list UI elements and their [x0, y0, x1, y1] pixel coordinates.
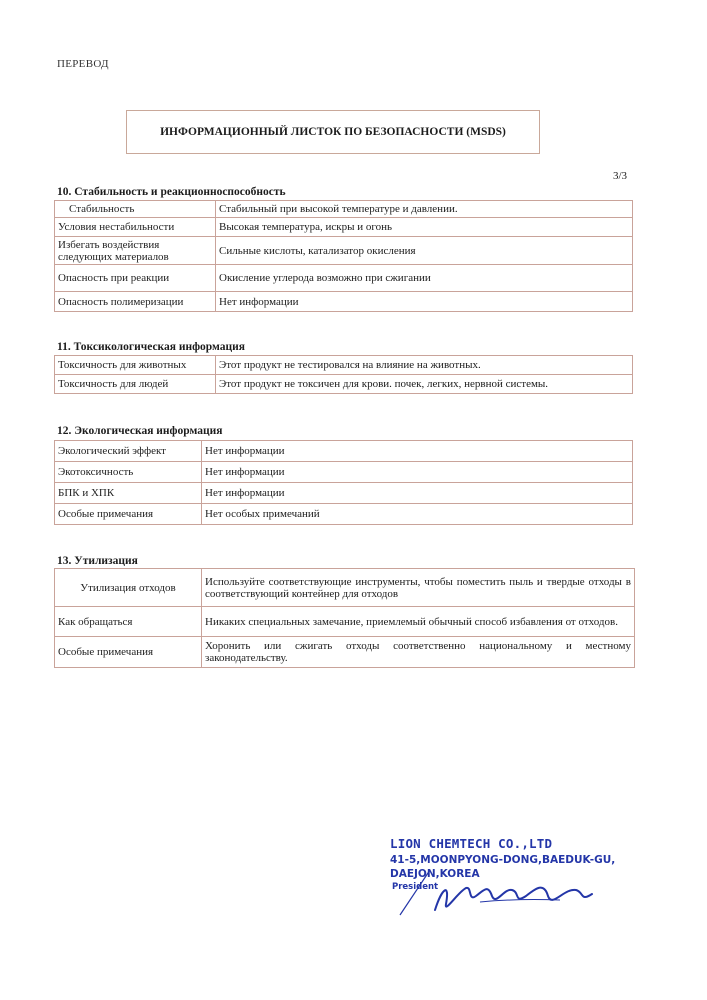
table-row	[55, 607, 635, 637]
section-12-title: 12. Экологическая информация	[57, 425, 223, 437]
table-row	[55, 265, 633, 292]
company-address-line-1: 41-5,MOONPYONG-DONG,BAEDUK-GU,	[390, 854, 616, 866]
row-value: Нет информации	[202, 462, 633, 483]
table-row	[55, 441, 633, 462]
company-address-line-2: DAEJON,KOREA	[390, 868, 480, 880]
row-label: Опасность полимеризации	[55, 292, 216, 312]
row-label: Избегать воздействия следующих материалов	[55, 237, 216, 265]
table-row	[55, 237, 633, 265]
row-label: Особые примечания	[55, 504, 202, 525]
page-number: 3/3	[613, 170, 628, 182]
section-10-title: 10. Стабильность и реакционноспособность	[57, 186, 286, 198]
row-value: Высокая температура, искры и огонь	[216, 218, 633, 237]
table-row	[55, 218, 633, 237]
row-value: Нет информации	[202, 441, 633, 462]
row-value: Этот продукт не токсичен для крови. почек, легких, нервной системы.	[216, 375, 633, 394]
row-value: Нет информации	[216, 292, 633, 312]
row-value: Хоронить или сжигать отходы соответственно национальному и местному законодательству.	[202, 637, 635, 668]
row-value: Используйте соответствующие инструменты, чтобы поместить пыль и твердые отходы в соответствующий контейнер для отходов	[202, 569, 635, 607]
signatory-role: President	[392, 882, 439, 892]
row-value: Этот продукт не тестировался на влияние на животных.	[216, 356, 633, 375]
section-12-table	[54, 440, 633, 525]
row-value: Нет особых примечаний	[202, 504, 633, 525]
company-name: LION CHEMTECH CO.,LTD	[390, 836, 553, 851]
table-row	[55, 504, 633, 525]
row-value: Никаких специальных замечание, приемлемый обычный способ избавления от отходов.	[202, 607, 635, 637]
table-row	[55, 637, 635, 668]
row-value: Нет информации	[202, 483, 633, 504]
row-label: БПК и ХПК	[55, 483, 202, 504]
document-title-box	[126, 110, 540, 154]
row-label: Токсичность для людей	[55, 375, 216, 394]
row-label: Токсичность для животных	[55, 356, 216, 375]
table-row	[55, 569, 635, 607]
row-label: Как обращаться	[55, 607, 202, 637]
table-row	[55, 201, 633, 218]
company-stamp	[380, 830, 616, 920]
section-13-title: 13. Утилизация	[57, 555, 138, 567]
table-row	[55, 483, 633, 504]
table-row	[55, 292, 633, 312]
table-row	[55, 375, 633, 394]
row-label: Особые примечания	[55, 637, 202, 668]
section-10-table	[54, 200, 633, 312]
section-11-table	[54, 355, 633, 394]
translation-label: ПЕРЕВОД	[57, 58, 109, 70]
row-label: Стабильность	[55, 201, 216, 218]
row-label: Опасность при реакции	[55, 265, 216, 292]
table-row	[55, 356, 633, 375]
row-value: Сильные кислоты, катализатор окисления	[216, 237, 633, 265]
row-label: Условия нестабильности	[55, 218, 216, 237]
section-11-title: 11. Токсикологическая информация	[57, 341, 246, 353]
row-label: Экотоксичность	[55, 462, 202, 483]
row-label: Утилизация отходов	[55, 569, 202, 607]
document-title: ИНФОРМАЦИОННЫЙ ЛИСТОК ПО БЕЗОПАСНОСТИ (MSDS)	[160, 126, 506, 138]
row-value: Стабильный при высокой температуре и давлении.	[216, 201, 633, 218]
section-13-table	[54, 568, 635, 668]
row-label: Экологический эффект	[55, 441, 202, 462]
table-row	[55, 462, 633, 483]
row-value: Окисление углерода возможно при сжигании	[216, 265, 633, 292]
